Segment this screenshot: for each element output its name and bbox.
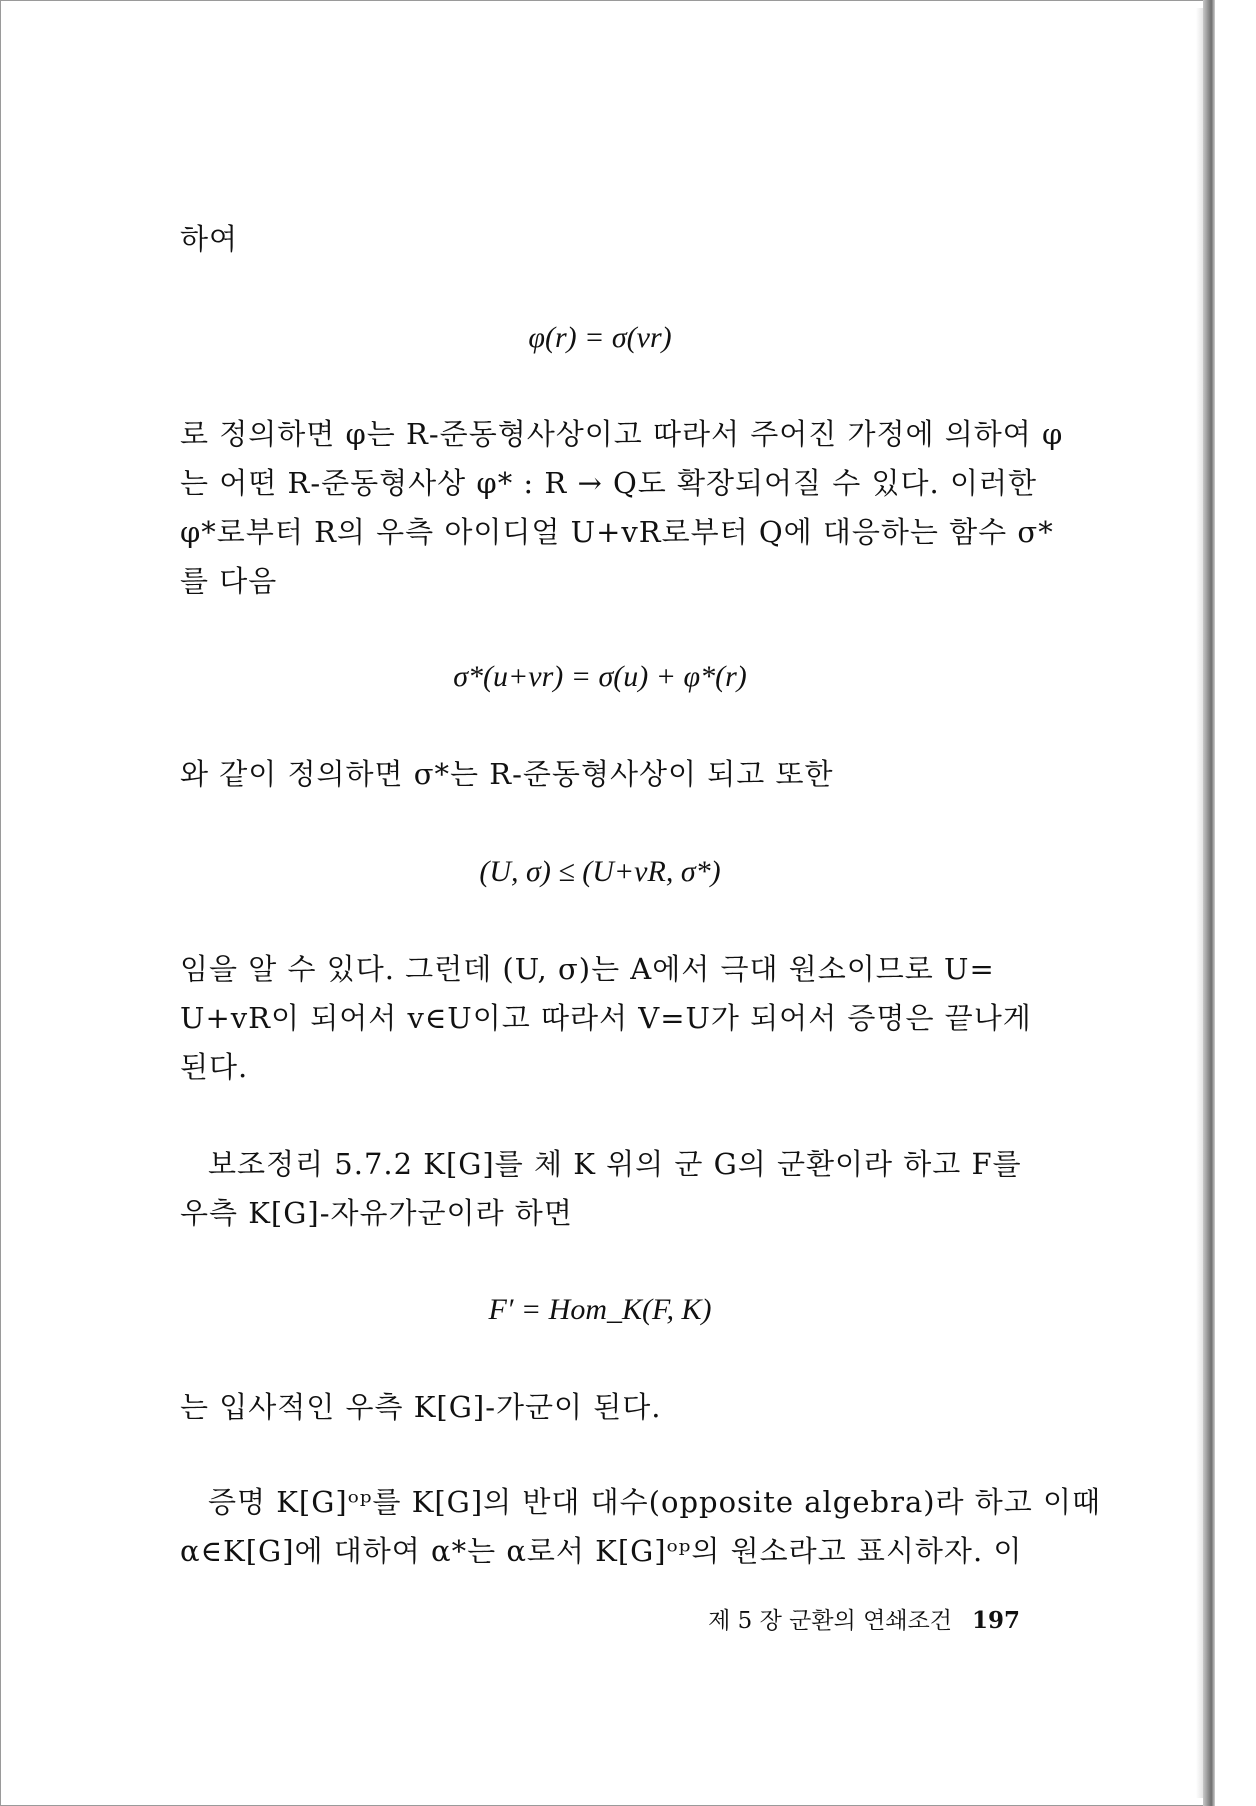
text-line: 는 입사적인 우측 K[G]-가군이 된다.	[180, 1390, 662, 1424]
text-line: φ*로부터 R의 우측 아이디얼 U+vR로부터 Q에 대응하는 함수 σ*	[180, 515, 1054, 549]
text-line: 하여	[180, 222, 239, 256]
text-line: α∈K[G]에 대하여 α*는 α로서 K[G]ᵒᵖ의 원소라고 표시하자. 이	[180, 1534, 1023, 1568]
page-edge	[1203, 0, 1215, 1806]
text-line: 를 다음	[180, 564, 278, 598]
text-line: 된다.	[180, 1050, 249, 1084]
page-number: 197	[971, 1607, 1020, 1634]
text-line: 는 어떤 R-준동형사상 φ* : R → Q도 확장되어질 수 있다. 이러한	[180, 466, 1038, 500]
formula-phi: φ(r) = σ(vr)	[528, 321, 672, 354]
text-line: U+vR이 되어서 v∈U이고 따라서 V=U가 되어서 증명은 끝나게	[180, 1001, 1032, 1035]
lemma-heading-line: 보조정리 5.7.2 K[G]를 체 K 위의 군 G의 군환이라 하고 F를	[208, 1147, 1022, 1181]
chapter-title: 제 5 장 군환의 연쇄조건	[708, 1608, 952, 1634]
text-line: 임을 알 수 있다. 그런데 (U, σ)는 A에서 극대 원소이므로 U=	[180, 952, 995, 986]
formula-sigma-star: σ*(u+vr) = σ(u) + φ*(r)	[453, 660, 747, 693]
formula-order: (U, σ) ≤ (U+vR, σ*)	[479, 855, 721, 888]
text-line: 로 정의하면 φ는 R-준동형사상이고 따라서 주어진 가정에 의하여 φ	[180, 417, 1064, 451]
proof-heading-line: 증명 K[G]ᵒᵖ를 K[G]의 반대 대수(opposite algebra)라 하고 이때	[208, 1485, 1102, 1519]
formula-hom: F′ = Hom_K(F, K)	[488, 1293, 712, 1326]
page-edge-shadow	[1196, 8, 1203, 1798]
text-line: 와 같이 정의하면 σ*는 R-준동형사상이 되고 또한	[180, 757, 834, 791]
text-line: 우측 K[G]-자유가군이라 하면	[180, 1196, 573, 1230]
page-footer	[640, 1602, 1020, 1635]
